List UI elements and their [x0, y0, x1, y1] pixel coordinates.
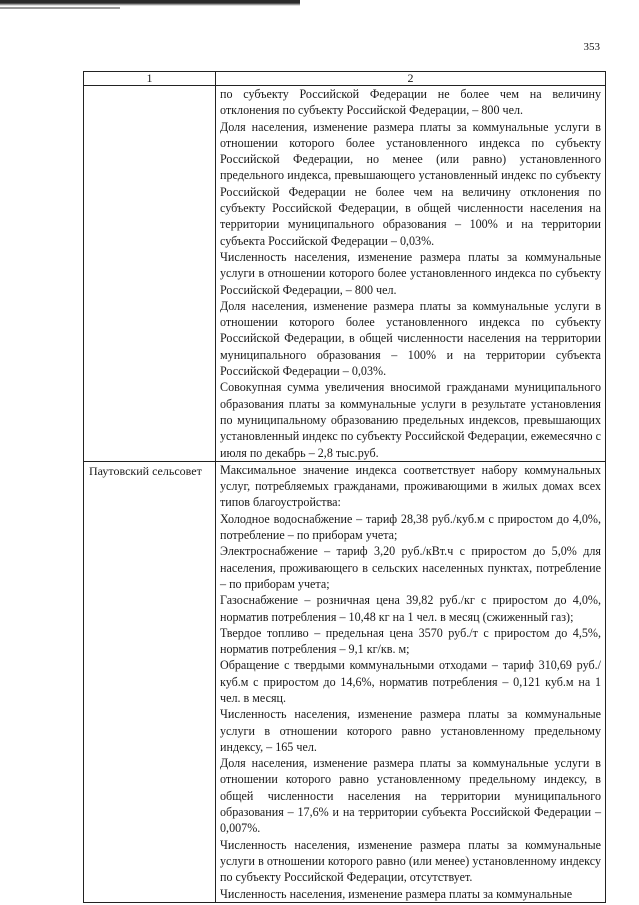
region-cell	[84, 86, 216, 462]
content-cell	[216, 86, 606, 462]
table-row	[84, 86, 606, 462]
scan-edge-artifact	[0, 7, 120, 9]
paragraph: Совокупная сумма увеличения вносимой гражданами муниципального образования платы за коммунальные услуги в результате установления по муниципальному образованию предельных индексов, превышающих установленный индекс по субъекту Российской Федерации, ежемесячно с июля по декабрь – 2,8 тыс.руб.	[220, 380, 601, 460]
document-table	[83, 71, 606, 903]
paragraph: Численность населения, изменение размера платы за коммунальные	[220, 886, 573, 901]
paragraph: по субъекту Российской Федерации не более чем на величину отклонения по субъекту Российской Федерации, – 800 чел.	[220, 87, 601, 118]
scan-edge-artifact	[0, 0, 300, 6]
paragraph: Численность населения, изменение размера платы за коммунальные услуги в отношении которого более установленного индекса по субъекту Российской Федерации, – 800 чел.	[220, 249, 601, 297]
page-number: 353	[583, 41, 600, 53]
paragraph: Численность населения, изменение размера платы за коммунальные услуги в отношении которого равно установленному предельному индексу, – 165 чел.	[220, 707, 601, 754]
table-header-row	[84, 72, 606, 86]
paragraph: Обращение с твердыми коммунальными отходами – тариф 310,69 руб./куб.м с приростом до 14,6%, норматив потребления – 0,121 куб.м на 1 чел. в месяц.	[220, 658, 601, 705]
column-header-2: 2	[216, 72, 606, 86]
table-row	[84, 461, 606, 902]
paragraph: Газоснабжение – розничная цена 39,82 руб./кг с приростом до 4,0%, норматив потребления – 10,48 кг на 1 чел. в месяц (сжиженный газ);	[220, 593, 601, 624]
paragraph: Численность населения, изменение размера платы за коммунальные услуги в отношении которого равно (или менее) установленному индексу по субъекту Российской Федерации, отсутствует.	[220, 837, 601, 885]
region-cell: Паутовский сельсовет	[84, 461, 216, 902]
paragraph: Доля населения, изменение размера платы за коммунальные услуги в отношении которого равно установленному предельному индексу, в общей численности населения на территории муниципального образования – 17,6% и на территории субъекта Российской Федерации – 0,007%.	[220, 756, 601, 836]
paragraph: Максимальное значение индекса соответствует набору коммунальных услуг, потребляемых гражданами, проживающими в жилых домах всех типов благоустройства:	[220, 462, 601, 510]
content-cell	[216, 461, 606, 902]
paragraph: Твердое топливо – предельная цена 3570 руб./т с приростом до 4,5%, норматив потребления – 9,1 кг/кв. м;	[220, 625, 601, 657]
paragraph: Доля населения, изменение размера платы за коммунальные услуги в отношении которого более установленного индекса по субъекту Российской Федерации, но менее (или равно) установленного предельного индекса, превышающего установленный индекс по субъекту Российской Федерации не более чем на величину отклонения по субъекту Российской Федерации, в общей численности населения на территории муниципального образования – 100% и на территории субъекта Российской Федерации – 0,03%.	[220, 119, 601, 248]
column-header-1: 1	[84, 72, 216, 86]
paragraph: Доля населения, изменение размера платы за коммунальные услуги в отношении которого более установленного индекса по субъекту Российской Федерации, в общей численности населения на территории муниципального образования – 100% и на территории субъекта Российской Федерации – 0,03%.	[220, 298, 601, 379]
paragraph: Холодное водоснабжение – тариф 28,38 руб./куб.м с приростом до 4,0%, потребление – по приборам учета;	[220, 511, 601, 543]
paragraph: Электроснабжение – тариф 3,20 руб./кВт.ч с приростом до 5,0% для населения, проживающего в сельских населенных пунктах, потребление – по приборам учета;	[220, 544, 601, 591]
